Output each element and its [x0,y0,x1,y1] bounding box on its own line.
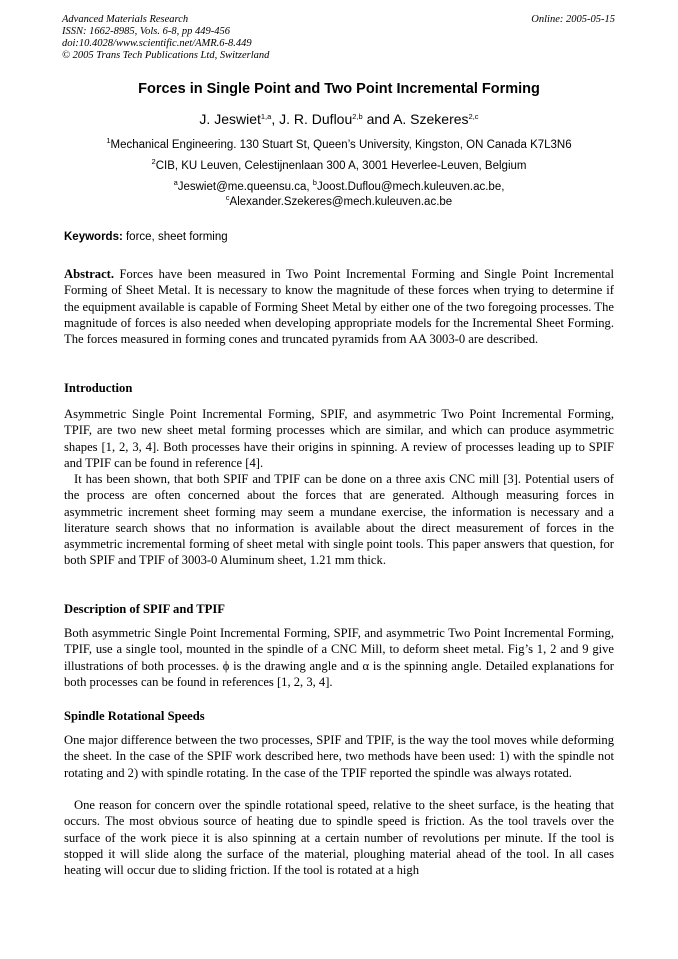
email-address[interactable]: Alexander.Szekeres@mech.kuleuven.ac.be [229,196,453,208]
paper-title: Forces in Single Point and Two Point Incremental Forming [138,81,540,97]
author-superscript: 2,c [468,112,479,121]
email-line-1 [0,180,678,194]
author-list [0,111,678,127]
author-conjunction: and [362,111,394,127]
email-line-2 [0,195,678,209]
doi-line: doi:10.4028/www.scientific.net/AMR.6-8.449 [62,38,252,49]
intro-paragraph-2: It has been shown, that both SPIF and TPIF can be done on a three axis CNC mill [3]. Potential users of the process are often concerned about the forces that are generated. Although measuring forces in asymmetric increment sheet forming may seem a mundane exercise, the information is necessary and a literature search shows that no information is available about the direct measurement of forces in the asymmetric incremental forming of sheet metal with single point tools. This paper answers that question, for both SPIF and TPIF of 3003-0 Aluminum sheet, 1.21 mm thick. [64,472,614,568]
email-superscript: c [225,193,230,202]
spindle-paragraph-1: One major difference between the two processes, SPIF and TPIF, is the way the tool moves while deforming the sheet. In the case of the SPIF work described here, two methods have been used: 1) with the spindle not rotating and 2) with spindle rotating. In the case of the TPIF reported the spindle was always rotated. [64,733,614,780]
abstract [64,266,614,347]
keywords [64,231,228,243]
email-address[interactable]: Joost.Duflou@mech.kuleuven.ac.be, [316,181,505,193]
affiliation-1 [0,138,678,152]
affiliation-2 [0,159,678,173]
author-superscript: 1,a [260,112,272,121]
affiliation-text: CIB, KU Leuven, Celestijnenlaan 300 A, 3001 Heverlee-Leuven, Belgium [155,160,527,172]
copyright-line: © 2005 Trans Tech Publications Ltd, Switzerland [62,50,270,61]
abstract-label: Abstract. [64,267,115,281]
spindle-paragraph-2: One reason for concern over the spindle rotational speed, relative to the sheet surface, is the heating that occurs. The most obvious source of heating due to spindle speed is friction. As the tool travels over the surface of the work piece it is also spinning at a certain number of revolutions per minute. If the tool is stopped it will slide along the surface of the material, ploughing material ahead of the tool. In all cases heating will occur due to sliding friction. If the tool is rotated at a high [64,798,614,878]
issn-line: ISSN: 1662-8985, Vols. 6-8, pp 449-456 [62,26,230,37]
keywords-label: Keywords: [64,231,123,243]
section-heading-introduction: Introduction [64,381,133,395]
abstract-text: Forces have been measured in Two Point Incremental Forming and Single Point Incremental Forming of Sheet Metal. It is necessary to know the magnitude of these forces when trying to determine if the equipment available is capable of Forming Sheet Metal by either one of the two foregoing processes. The magnitude of forces is also needed when developing appropriate models for the Incremental Sheet Forming. The forces measured in forming cones and truncated pyramids from AA 3003-0 are described. [64,267,614,347]
description-paragraph-1: Both asymmetric Single Point Incremental Forming, SPIF, and asymmetric Two Point Incremental Forming, TPIF, use a single tool, mounted in the spindle of a CNC Mill, to deform sheet metal. Fig’s 1, 2 and 9 give illustrations of both processes. ϕ is the drawing angle and α is the spinning angle. Detailed explanations for both processes can be found in references [1, 2, 3, 4]. [64,626,614,689]
email-address[interactable]: Jeswiet@me.queensu.ca, [177,181,313,193]
affiliation-superscript: 1 [106,136,111,145]
affiliation-text: Mechanical Engineering. 130 Stuart St, Queen’s University, Kingston, ON Canada K7L3N6 [110,139,572,151]
email-superscript: b [312,178,317,187]
author-superscript: 2,b [352,112,363,121]
section-heading-spindle: Spindle Rotational Speeds [64,709,205,723]
affiliation-superscript: 2 [151,157,156,166]
email-superscript: a [173,178,178,187]
online-date: Online: 2005-05-15 [531,14,615,25]
author-name: J. Jeswiet [199,111,261,127]
intro-paragraph-1: Asymmetric Single Point Incremental Forming, SPIF, and asymmetric Two Point Incremental Forming, TPIF, are two new sheet metal forming processes which are similar, and which can produce asymmetric shapes [1, 2, 3, 4]. Both processes have their origins in spinning. A review of processes leading up to SPIF and TPIF can be found in reference [4]. [64,407,614,470]
journal-header [62,14,269,62]
keywords-text: force, sheet forming [122,231,228,243]
author-name: A. Szekeres [393,111,469,127]
section-heading-description: Description of SPIF and TPIF [64,602,225,616]
journal-name: Advanced Materials Research [62,14,189,25]
author-separator: , [271,111,280,127]
author-name: J. R. Duflou [279,111,353,127]
